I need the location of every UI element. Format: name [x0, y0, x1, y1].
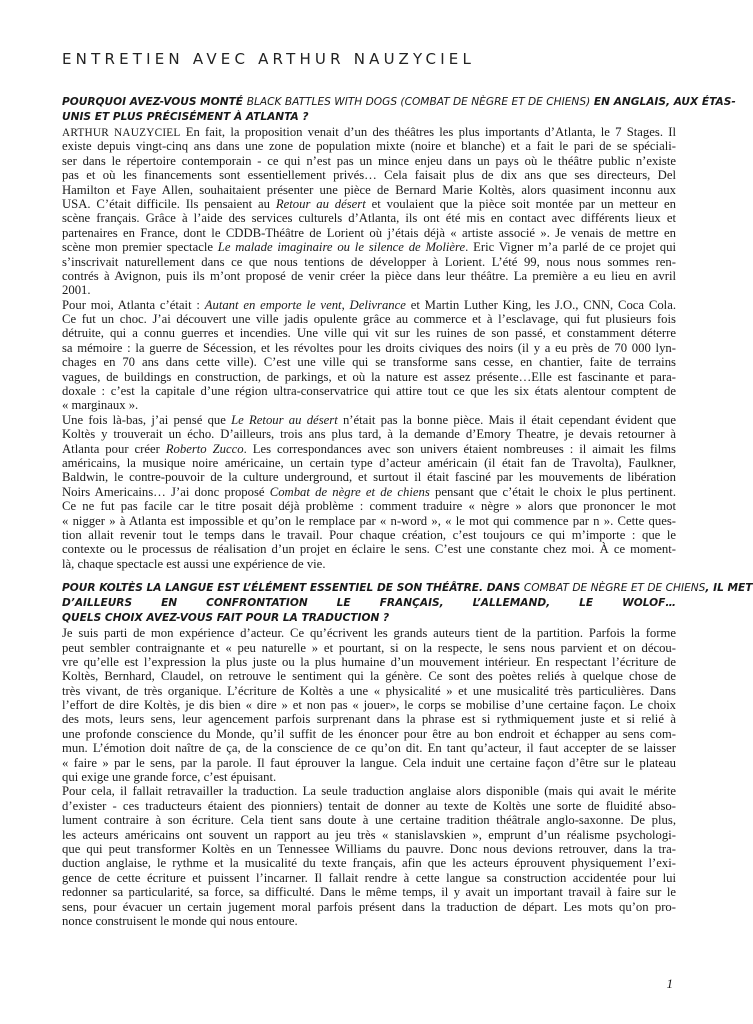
text-line: [62, 684, 676, 698]
question-heading: [62, 95, 736, 125]
text-run: vre qu’elle est l’expression la plus juste ou la plus humaine d’un mouvement intérieur. En respectant l’écriture de: [62, 654, 676, 669]
text-run: Atlanta pour créer: [62, 441, 166, 456]
text-line: [62, 211, 676, 225]
question-line: [62, 611, 676, 626]
italic-title: Autant en emporte le vent: [204, 297, 342, 312]
text-line: [62, 312, 676, 326]
text-run: nonce construisent le monde qui nous entoure.: [62, 913, 298, 928]
text-run: sens, pour évacuer un certain jugement moral parfois présent dans la traduction de départ. Les mots qu’on pro-: [62, 899, 676, 914]
text-line: [62, 470, 676, 484]
italic-title: Le malade imaginaire ou le silence de Molière: [217, 240, 466, 255]
italic-title: Le Retour au désert: [231, 412, 338, 427]
text-run: qui exige une grande force, c’est épuisant.: [62, 770, 277, 785]
text-run: s’inscrivait naturellement dans ce que nous tentions de développer à Lorient. L’été 99, nous nous sommes ren-: [62, 254, 676, 269]
text-line: [62, 885, 676, 899]
text-run: et Martin Luther King, les J.O., CNN, Coca Cola.: [405, 297, 676, 312]
text-run: Ce fut un choc. J’ai découvert une ville jadis opulente grâce au commerce et à l’esclavage, qui fut plusieurs fois: [62, 312, 676, 327]
text-run: contexte ou le processus de réalisation d’un projet en éclaire le sens. C’est une constante chez moi. À ce moment-: [62, 542, 676, 557]
text-run: Noirs Americains… J’ai donc proposé: [62, 484, 270, 499]
text-line: [62, 871, 676, 885]
text-run: Koltès y trouverait un écho. D’ailleurs, trois ans plus tard, à la demande d’Emory Theatre, je devais retourner à: [62, 427, 676, 442]
text-run: chages en 70 ans dans cette ville). C’est une ville qui se transforme sans cesse, en chantier, faite de terrains: [62, 355, 676, 370]
text-run: les acteurs américains ont souvent un rapport au jeu très « stanislavskien », emprunt d’un réalisme psychologi-: [62, 827, 676, 842]
text-line: [62, 528, 676, 542]
text-line: [62, 226, 676, 240]
text-line: [62, 655, 676, 669]
text-line: [62, 626, 676, 640]
answer-text: [62, 125, 676, 571]
text-line: [62, 756, 676, 770]
italic-title: COMBAT DE NÈGRE ET DE CHIENS: [523, 582, 706, 595]
article-body: [62, 95, 753, 928]
text-run: détruite, qui a connu guerres et incendies. Une ville qui vit sur les ruines de son passé, et constamment déterre: [62, 326, 676, 341]
text-line: [62, 741, 676, 755]
text-run: tion allait revenir tout le temps dans le travail. Pour chaque création, c’est toujours ce qui m’importe : que le: [62, 527, 676, 542]
paragraph: [62, 125, 676, 298]
text-line: [62, 283, 676, 297]
text-run: ser dans le répertoire contemporain - ce qui n’est pas un mince enjeu dans un pays où le théâtre public n’existe: [62, 153, 676, 168]
text-line: [62, 197, 676, 211]
text-run: là, chaque spectacle est aussi une expérience de vie.: [62, 556, 326, 571]
text-run: UNIS ET PLUS PRÉCISÉMENT À ATLANTA ?: [62, 111, 309, 123]
text-run: redonner sa particularité, sa force, sa difficulté. Dans le même temps, il y avait un important travail à faire sur le: [62, 885, 676, 900]
text-run: « marginaux ».: [62, 398, 139, 413]
text-line: [62, 914, 676, 928]
text-run: Une fois là-bas, j’ai pensé que: [62, 412, 232, 427]
text-run: EN ANGLAIS, AUX ÉTAS-: [590, 96, 736, 108]
speaker-name: ARTHUR NAUZYCIEL: [62, 127, 181, 139]
text-run: , IL MET: [705, 582, 753, 595]
answer-text: [62, 626, 676, 928]
paragraph: [62, 784, 676, 928]
text-run: vagues, de buildings en construction, de parkings, et où la nature est assez présente…Elle est fascinante et para-: [62, 369, 676, 384]
text-line: [62, 326, 676, 340]
text-line: [62, 784, 676, 798]
text-run: lument contraire à son écriture. Cela tient sans doute à une certaine tradition théâtrale anglo-saxonne. De plus,: [62, 813, 676, 828]
text-run: Pour moi, Atlanta c’était :: [62, 297, 205, 312]
text-run: gence de cette écriture et puissent l’incarner. Il fallait rendre à cette langue sa construction accidentée pour lui: [62, 870, 676, 885]
text-run: existe depuis vingt-cinq ans dans une zone de population mixte (noire et blanche) et a fait le pari de se spéciali-: [62, 139, 676, 154]
text-line: [62, 669, 676, 683]
text-run: que qui peut transformer Koltès en un Tennessee Williams du pauvre. Donc nous devions retrouver, dans la tra-: [62, 841, 676, 856]
text-run: Baldwin, le contre-pouvoir de la culture underground, et surtout il était fasciné par les mouvements de libération: [62, 470, 676, 485]
text-line: [62, 427, 676, 441]
text-run: QUELS CHOIX AVEZ-VOUS FAIT POUR LA TRADUCTION ?: [62, 612, 390, 625]
text-line: [62, 370, 676, 384]
text-run: 2001.: [62, 283, 91, 298]
text-run: . Les correspondances avec son univers étaient nombreuses : il aimait les films: [243, 441, 676, 456]
text-run: partenaires en France, dont le CDDB-Théâtre de Lorient où j’étais déjà « artiste associé ». Je venais de mettre en: [62, 225, 676, 240]
text-line: [62, 154, 676, 168]
text-line: [62, 168, 676, 182]
text-line: [62, 799, 676, 813]
text-line: [62, 842, 676, 856]
text-line: [62, 828, 676, 842]
question-line: [62, 95, 736, 110]
text-line: [62, 813, 676, 827]
text-run: « nigger » à Atlanta est impossible et qu’on le remplace par « n-word », « le mot qui commence par n ». Cette ques-: [62, 513, 676, 528]
text-line: [62, 641, 676, 655]
text-line: [62, 727, 676, 741]
text-run: scène mon premier spectacle: [62, 240, 218, 255]
text-line: [62, 542, 676, 556]
question-heading: [62, 581, 753, 626]
text-run: POUR KOLTÈS LA LANGUE EST L’ÉLÉMENT ESSENTIEL DE SON THÉÂTRE. DANS: [62, 582, 524, 595]
question-line: [62, 581, 753, 596]
text-line: [62, 442, 676, 456]
text-run: n’était pas la bonne pièce. Mais il était cependant évident que: [337, 412, 677, 427]
text-run: pas et où les financements sont essentiellement privés… Cela faisait plus de dix ans que ses directeurs, Del: [62, 168, 676, 183]
question-line: [62, 596, 676, 611]
italic-title: Retour au désert: [275, 196, 366, 211]
text-run: ,: [341, 297, 350, 312]
italic-title: BLACK BATTLES WITH DOGS (COMBAT DE NÈGRE ET DE CHIENS): [246, 96, 591, 108]
text-run: duction anglaise, le rythme et la musicalité du texte français, afin que les acteurs éprouvent physiquement l’exi-: [62, 856, 676, 871]
text-run: d’exister - ces traducteurs étaient des pionniers) tentait de donner au texte de Koltès une sorte de fluidité abso-: [62, 798, 676, 813]
paragraph: [62, 626, 676, 784]
text-run: Ce ne fut pas facile car le titre posait déjà problème : comment traduire « nègre » alors que prononcer le mot: [62, 499, 676, 514]
paragraph: [62, 298, 676, 413]
text-line: [62, 384, 676, 398]
text-run: Pour cela, il fallait retravailler la traduction. La seule traduction anglaise alors disponible (mais qui avait le mérite: [62, 784, 676, 799]
text-run: très vivant, de très organique. L’écriture de Koltès a une « physicalité » et une musicalité très particulières. Dans: [62, 683, 676, 698]
text-line: [62, 499, 676, 513]
text-line: [62, 298, 676, 312]
italic-title: Delivrance: [349, 297, 406, 312]
paragraph: [62, 413, 676, 571]
text-run: Je suis parti de mon expérience d’acteur. Ce qu’écrivent les grands auteurs tient de la partition. Parfois la forme: [62, 626, 676, 641]
text-line: [62, 770, 676, 784]
text-run: sa mémoire : la guerre de Sécession, et les révoltes pour les droits civiques des noirs (il y a eu près de 70 000 lyn-: [62, 340, 676, 355]
text-run: USA. C’était difficile. Ils pensaient au: [62, 196, 276, 211]
text-run: et voulaient que la pièce soit montée par un metteur en: [365, 196, 676, 211]
italic-title: Roberto Zucco: [165, 441, 244, 456]
text-line: [62, 341, 676, 355]
text-run: Koltès, Bernhard, Claudel, on retrouve le sentiment qui la génère. Ce sont des poètes reliés à quelque chose de: [62, 669, 676, 684]
text-line: [62, 183, 676, 197]
text-line: [62, 413, 676, 427]
text-line: [62, 125, 676, 139]
text-line: [62, 398, 676, 412]
text-line: [62, 456, 676, 470]
text-line: [62, 514, 676, 528]
text-line: [62, 269, 676, 283]
text-line: [62, 900, 676, 914]
text-line: [62, 557, 676, 571]
text-line: [62, 485, 676, 499]
text-run: américains, la musique noire américaine, un certain type d’acteur américain (il était fan de Travolta), Faulkner,: [62, 455, 676, 470]
text-run: l’effort de dire Koltès, je dis bien « dire » et non pas « jouer», le corps se mobilise d’une certaine façon. Le choix: [62, 698, 676, 713]
text-run: une profonde conscience du Monde, qu’il suffit de les énoncer pour être au bon endroit et échapper au sens com-: [62, 726, 676, 741]
question-line: [62, 110, 676, 125]
text-run: pensant que c’était le choix le plus pertinent.: [429, 484, 676, 499]
text-run: « faire » par le sens, par la parole. Il faut éprouver la langue. Cela induit une certaine façon d’être sur le plateau: [62, 755, 676, 770]
article-title: ENTRETIEN AVEC ARTHUR NAUZYCIEL: [62, 50, 476, 68]
text-run: mun. L’émotion doit naître de ça, de la conscience de ce qu’on dit. En tant qu’acteur, il faut accepter de se laisser: [62, 741, 676, 756]
text-line: [62, 856, 676, 870]
text-run: En fait, la proposition venait d’un des théâtres les plus importants d’Atlanta, le 7 Stages. Il: [180, 125, 676, 139]
text-line: [62, 240, 676, 254]
italic-title: Combat de nègre et de chiens: [269, 484, 430, 499]
text-run: contrés à Avignon, puis ils m’ont proposé de venir créer la pièce dans leur théâtre. La première a eu lieu en avril: [62, 268, 676, 283]
text-run: . Eric Vigner m’a parlé de ce projet qui: [465, 240, 677, 255]
text-line: [62, 139, 676, 153]
interview-section-2: [62, 581, 753, 928]
text-line: [62, 712, 676, 726]
text-run: doxale : c’est la capitale d’une région ultra-conservatrice qui attire tout ce que les six états alentour comptent de: [62, 384, 676, 399]
page-number: 1: [666, 976, 673, 991]
text-run: D’AILLEURS EN CONFRONTATION LE FRANÇAIS, L’ALLEMAND, LE WOLOF…: [62, 597, 676, 610]
text-line: [62, 355, 676, 369]
text-run: POURQUOI AVEZ-VOUS MONTÉ: [62, 96, 247, 108]
interview-section-1: [62, 95, 736, 571]
text-run: des mots, leurs sens, leur agencement parfois surprenant dans la phrase est si rythmiquement juste et si relié à: [62, 712, 676, 727]
text-line: [62, 255, 676, 269]
text-run: scène français. Grâce à l’aide des services culturels d’Atlanta, ils ont été mis en contact avec différents lieux et: [62, 211, 676, 226]
text-run: peut sembler contraignante et « peu naturelle » et pourtant, si on la respecte, le sens nous parvient et on décou-: [62, 640, 676, 655]
text-line: [62, 698, 676, 712]
text-run: Hamilton et Faye Allen, souhaitaient présenter une pièce de Bernard Marie Koltès, alors quasiment inconnu aux: [62, 182, 676, 197]
